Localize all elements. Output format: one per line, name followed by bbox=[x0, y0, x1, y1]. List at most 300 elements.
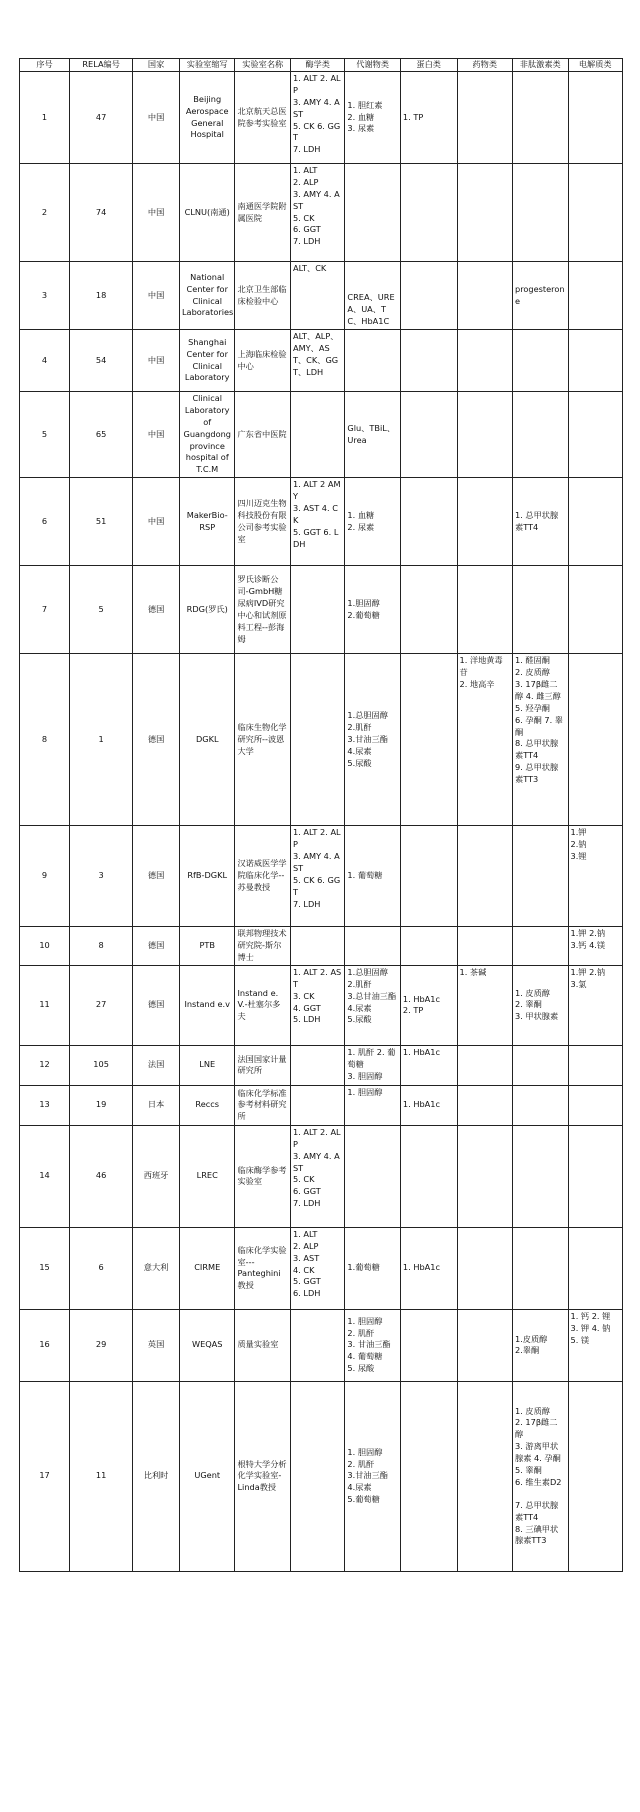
cell-line: 1. ALT 2. ALP bbox=[292, 73, 341, 95]
lab-abbr-cell: LNE bbox=[179, 1045, 235, 1085]
table-row bbox=[20, 965, 623, 1045]
metabolite-cell bbox=[345, 1125, 401, 1227]
row-number-cell: 2 bbox=[20, 164, 70, 262]
row-number-cell: 5 bbox=[20, 392, 70, 478]
metabolite-cell bbox=[345, 654, 401, 826]
cell-line: 6. 孕酮 7. 睾酮 bbox=[515, 714, 563, 737]
table-row bbox=[20, 262, 623, 330]
hormone-cell bbox=[513, 1045, 569, 1085]
drug-cell bbox=[457, 1125, 513, 1227]
country-cell: 日本 bbox=[133, 1085, 180, 1125]
lab-name-cell: 北京卫生部临床检验中心 bbox=[235, 262, 291, 330]
cell-line: 1. ALT 2. AST bbox=[292, 966, 342, 989]
electrolyte-cell bbox=[568, 262, 623, 330]
lab-abbr-cell: RDG(罗氏) bbox=[179, 566, 235, 654]
cell-line: 1. 总甲状腺素TT4 bbox=[515, 509, 559, 532]
cell-line: 3. AMY 4. AST bbox=[292, 96, 340, 119]
cell-line: 3. 尿素 bbox=[347, 123, 375, 134]
cell-line: 3.总甘油三酯 bbox=[347, 990, 397, 1001]
lab-abbr-cell: CLNU(南通) bbox=[179, 164, 235, 262]
cell-line: 5. 尿酸 bbox=[347, 1363, 375, 1374]
cell-line: 5. 睾酮 bbox=[515, 1464, 542, 1475]
row-number-cell: 4 bbox=[20, 330, 70, 392]
row-number-cell: 15 bbox=[20, 1227, 70, 1309]
enzyme-cell bbox=[290, 330, 344, 392]
lab-abbr-cell: RfB-DGKL bbox=[179, 826, 235, 927]
drug-cell bbox=[457, 72, 513, 164]
cell-line: 1. 茶碱 bbox=[459, 966, 487, 977]
cell-line: 5.尿酸 bbox=[347, 1014, 372, 1025]
header-cell: 蛋白类 bbox=[400, 59, 457, 72]
cell-line: 1.钾 2.钠 bbox=[570, 966, 606, 977]
cell-line: 5. GGT 6. LDH bbox=[292, 526, 339, 549]
country-cell: 德国 bbox=[133, 654, 180, 826]
cell-line: 5. CK bbox=[292, 1174, 315, 1185]
table-row bbox=[20, 927, 623, 966]
cell-line: 5. 羟孕酮 bbox=[515, 702, 550, 713]
cell-line: 2. ALP bbox=[292, 176, 319, 187]
cell-line: CREA、UREA、UA、TC、HbA1C bbox=[347, 292, 395, 327]
rela-id-cell: 27 bbox=[70, 965, 133, 1045]
country-cell: 德国 bbox=[133, 566, 180, 654]
protein-cell bbox=[400, 1085, 457, 1125]
cell-line: 2.钠 bbox=[570, 839, 587, 850]
cell-line: 5. LDH bbox=[292, 1014, 321, 1025]
protein-cell bbox=[400, 1309, 457, 1381]
cell-line: 2. 17β雌二醇 bbox=[515, 1417, 558, 1440]
country-cell: 中国 bbox=[133, 262, 180, 330]
cell-line: 7. LDH bbox=[292, 1198, 321, 1209]
country-cell: 德国 bbox=[133, 826, 180, 927]
rela-id-cell: 47 bbox=[70, 72, 133, 164]
cell-line: 1. HbA1c bbox=[402, 1046, 440, 1057]
enzyme-cell bbox=[290, 1045, 344, 1085]
rela-id-cell: 3 bbox=[70, 826, 133, 927]
header-cell: RELA编号 bbox=[70, 59, 133, 72]
cell-line: 3.甘油三酯 bbox=[347, 733, 388, 744]
lab-name-cell: 临床化学实验室---Panteghini教授 bbox=[235, 1227, 291, 1309]
table-row bbox=[20, 72, 623, 164]
cell-line: 1. ALT bbox=[292, 165, 318, 175]
electrolyte-cell bbox=[568, 392, 623, 478]
cell-line: 7. 总甲状腺素TT4 bbox=[515, 1499, 559, 1522]
row-number-cell: 9 bbox=[20, 826, 70, 927]
cell-line: 5. CK bbox=[292, 212, 315, 223]
cell-line: 3. 甘油三酯 bbox=[347, 1339, 391, 1350]
enzyme-cell bbox=[290, 566, 344, 654]
cell-line: 9. 总甲状腺素TT3 bbox=[515, 762, 559, 785]
cell-line: 2.肌酐 bbox=[347, 721, 372, 732]
cell-line: 4. 葡萄糖 bbox=[347, 1351, 383, 1362]
cell-line: 4. GGT bbox=[292, 1002, 321, 1013]
cell-line: 2.肌酐 bbox=[347, 978, 372, 989]
metabolite-cell bbox=[345, 330, 401, 392]
cell-line: progesterone bbox=[515, 283, 565, 306]
protein-cell bbox=[400, 927, 457, 966]
enzyme-cell bbox=[290, 164, 344, 262]
header-cell: 代谢物类 bbox=[345, 59, 401, 72]
cell-line: ALT、CK bbox=[292, 263, 327, 273]
cell-line: 2. 肌酐 bbox=[347, 1458, 375, 1469]
rela-id-cell: 1 bbox=[70, 654, 133, 826]
protein-cell bbox=[400, 1381, 457, 1571]
table-row bbox=[20, 1045, 623, 1085]
drug-cell bbox=[457, 654, 513, 826]
table-row bbox=[20, 566, 623, 654]
enzyme-cell bbox=[290, 1085, 344, 1125]
cell-line: 1. ALT bbox=[292, 1228, 318, 1239]
hormone-cell bbox=[513, 1227, 569, 1309]
cell-line: 3. 甲状腺素 bbox=[515, 1011, 559, 1022]
table-row bbox=[20, 1125, 623, 1227]
cell-line: 8. 三碘甲状腺素TT3 bbox=[515, 1523, 559, 1546]
drug-cell bbox=[457, 330, 513, 392]
electrolyte-cell bbox=[568, 566, 623, 654]
protein-cell bbox=[400, 566, 457, 654]
cell-line: 7. LDH bbox=[292, 898, 321, 909]
cell-line: 1. 血糖 bbox=[347, 509, 375, 520]
country-cell: 德国 bbox=[133, 927, 180, 966]
hormone-cell bbox=[513, 164, 569, 262]
cell-line: 3. AMY 4. AST bbox=[292, 1150, 340, 1173]
metabolite-cell bbox=[345, 392, 401, 478]
row-number-cell: 8 bbox=[20, 654, 70, 826]
electrolyte-cell bbox=[568, 826, 623, 927]
hormone-cell bbox=[513, 654, 569, 826]
cell-line: 1. ALT 2 AMY bbox=[292, 479, 341, 502]
electrolyte-cell bbox=[568, 164, 623, 262]
cell-line: 3.氯 bbox=[570, 978, 587, 989]
header-cell: 实验室名称 bbox=[235, 59, 291, 72]
protein-cell bbox=[400, 164, 457, 262]
hormone-cell bbox=[513, 1125, 569, 1227]
cell-line: 2.睾酮 bbox=[515, 1345, 540, 1356]
cell-line: 1. 胆固醇 bbox=[347, 1446, 383, 1457]
electrolyte-cell bbox=[568, 1309, 623, 1381]
lab-name-cell: 临床生物化学研究所--波恩大学 bbox=[235, 654, 291, 826]
row-number-cell: 13 bbox=[20, 1085, 70, 1125]
cell-line: 3. AMY 4. AST bbox=[292, 188, 340, 211]
electrolyte-cell bbox=[568, 478, 623, 566]
cell-line: 2.葡萄糖 bbox=[347, 609, 380, 620]
rela-id-cell: 65 bbox=[70, 392, 133, 478]
country-cell: 西班牙 bbox=[133, 1125, 180, 1227]
table-row bbox=[20, 478, 623, 566]
country-cell: 中国 bbox=[133, 330, 180, 392]
cell-line: 4.尿素 bbox=[347, 1002, 372, 1013]
cell-line: 1.皮质醇 bbox=[515, 1333, 548, 1344]
lab-name-cell: 罗氏诊断公司-GmbH糖尿病IVD研究中心和试剂原料工程--彭海姆 bbox=[235, 566, 291, 654]
lab-abbr-cell: Reccs bbox=[179, 1085, 235, 1125]
lab-name-cell: 南通医学院附属医院 bbox=[235, 164, 291, 262]
drug-cell bbox=[457, 1227, 513, 1309]
drug-cell bbox=[457, 927, 513, 966]
rela-id-cell: 11 bbox=[70, 1381, 133, 1571]
cell-line: 2. 尿素 bbox=[347, 521, 375, 532]
cell-line: 2. 睾酮 bbox=[515, 999, 542, 1010]
protein-cell bbox=[400, 1125, 457, 1227]
header-cell: 非肽激素类 bbox=[513, 59, 569, 72]
cell-line: 1. 胆红素 bbox=[347, 99, 383, 110]
table-row bbox=[20, 654, 623, 826]
country-cell: 中国 bbox=[133, 164, 180, 262]
country-cell: 中国 bbox=[133, 72, 180, 164]
header-cell: 实验室缩写 bbox=[179, 59, 235, 72]
country-cell: 英国 bbox=[133, 1309, 180, 1381]
cell-line: 1.钾 2.钠 bbox=[570, 928, 606, 939]
table-row bbox=[20, 826, 623, 927]
lab-abbr-cell: DGKL bbox=[179, 654, 235, 826]
protein-cell bbox=[400, 262, 457, 330]
enzyme-cell bbox=[290, 927, 344, 966]
hormone-cell bbox=[513, 1381, 569, 1571]
cell-line: 7. LDH bbox=[292, 144, 321, 155]
metabolite-cell bbox=[345, 72, 401, 164]
cell-line: 6. 维生素D2 bbox=[515, 1476, 562, 1487]
table-row bbox=[20, 392, 623, 478]
cell-line: 7. LDH bbox=[292, 236, 321, 247]
row-number-cell: 3 bbox=[20, 262, 70, 330]
cell-line: 4.尿素 bbox=[347, 745, 372, 756]
enzyme-cell bbox=[290, 1381, 344, 1571]
cell-line: 3. AST bbox=[292, 1252, 320, 1263]
country-cell: 意大利 bbox=[133, 1227, 180, 1309]
electrolyte-cell bbox=[568, 965, 623, 1045]
cell-line: 1.胆固醇 bbox=[347, 597, 380, 608]
electrolyte-cell bbox=[568, 927, 623, 966]
cell-line: 2. 地高辛 bbox=[459, 679, 495, 690]
metabolite-cell bbox=[345, 164, 401, 262]
row-number-cell: 6 bbox=[20, 478, 70, 566]
cell-line: 1. 洋地黄毒苷 bbox=[459, 655, 503, 678]
header-cell: 酶学类 bbox=[290, 59, 344, 72]
drug-cell bbox=[457, 478, 513, 566]
cell-line: 6. GGT bbox=[292, 224, 321, 235]
lab-name-cell: 临床酶学参考实验室 bbox=[235, 1125, 291, 1227]
lab-name-cell: 汉诺威医学学院临床化学--苏曼教授 bbox=[235, 826, 291, 927]
cell-line: 5.尿酸 bbox=[347, 757, 372, 768]
cell-line: 3. AMY 4. AST bbox=[292, 851, 340, 873]
lab-abbr-cell: Clinical Laboratory of Guangdong province hospital of T.C.M bbox=[179, 392, 235, 478]
table-row bbox=[20, 330, 623, 392]
drug-cell bbox=[457, 1309, 513, 1381]
drug-cell bbox=[457, 1045, 513, 1085]
country-cell: 中国 bbox=[133, 392, 180, 478]
hormone-cell bbox=[513, 566, 569, 654]
hormone-cell bbox=[513, 392, 569, 478]
hormone-cell bbox=[513, 262, 569, 330]
row-number-cell: 1 bbox=[20, 72, 70, 164]
metabolite-cell bbox=[345, 927, 401, 966]
lab-abbr-cell: National Center for Clinical Laboratories bbox=[179, 262, 235, 330]
table-row bbox=[20, 1227, 623, 1309]
row-number-cell: 14 bbox=[20, 1125, 70, 1227]
lab-abbr-cell: Beijing Aerospace General Hospital bbox=[179, 72, 235, 164]
rela-id-cell: 19 bbox=[70, 1085, 133, 1125]
protein-cell bbox=[400, 72, 457, 164]
rela-id-cell: 6 bbox=[70, 1227, 133, 1309]
lab-abbr-cell: Instand e.v bbox=[179, 965, 235, 1045]
cell-line: 3.甘油三酯 bbox=[347, 1470, 388, 1481]
rela-id-cell: 51 bbox=[70, 478, 133, 566]
lab-name-cell: 临床化学标准参考材料研究所 bbox=[235, 1085, 291, 1125]
lab-name-cell: 质量实验室 bbox=[235, 1309, 291, 1381]
header-cell: 国家 bbox=[133, 59, 180, 72]
cell-line: 3. AST 4. CK bbox=[292, 503, 338, 525]
lab-abbr-cell: Shanghai Center for Clinical Laboratory bbox=[179, 330, 235, 392]
cell-line bbox=[515, 1489, 566, 1500]
cell-line: 1. HbA1c bbox=[402, 1099, 440, 1110]
header-row bbox=[20, 59, 623, 72]
hormone-cell bbox=[513, 72, 569, 164]
rela-id-cell: 54 bbox=[70, 330, 133, 392]
electrolyte-cell bbox=[568, 1227, 623, 1309]
metabolite-cell bbox=[345, 1227, 401, 1309]
drug-cell bbox=[457, 965, 513, 1045]
drug-cell bbox=[457, 392, 513, 478]
lab-name-cell: Instand e. V.-杜塞尔多夫 bbox=[235, 965, 291, 1045]
rela-id-cell: 74 bbox=[70, 164, 133, 262]
cell-line: 3. 钾 4. 钠 bbox=[570, 1322, 611, 1333]
country-cell: 法国 bbox=[133, 1045, 180, 1085]
cell-line: 1. TP bbox=[402, 111, 424, 122]
cell-line: 1. 胆固醇 bbox=[347, 1315, 383, 1326]
cell-line: 3. 胆固醇 bbox=[347, 1070, 383, 1081]
drug-cell bbox=[457, 262, 513, 330]
enzyme-cell bbox=[290, 262, 344, 330]
cell-line: 1.葡萄糖 bbox=[347, 1262, 380, 1273]
row-number-cell: 7 bbox=[20, 566, 70, 654]
electrolyte-cell bbox=[568, 1085, 623, 1125]
enzyme-cell bbox=[290, 72, 344, 164]
protein-cell bbox=[400, 826, 457, 927]
rela-id-cell: 8 bbox=[70, 927, 133, 966]
cell-line: 1.总胆固醇 bbox=[347, 710, 388, 720]
cell-line: 1.钾 bbox=[570, 827, 587, 838]
lab-abbr-cell: WEQAS bbox=[179, 1309, 235, 1381]
enzyme-cell bbox=[290, 654, 344, 826]
cell-line: 3. CK bbox=[292, 990, 315, 1001]
cell-line: 1.总胆固醇 bbox=[347, 966, 388, 977]
drug-cell bbox=[457, 566, 513, 654]
hormone-cell bbox=[513, 478, 569, 566]
rela-id-cell: 46 bbox=[70, 1125, 133, 1227]
cell-line: 1. 胆固醇 bbox=[347, 1086, 383, 1097]
metabolite-cell bbox=[345, 1085, 401, 1125]
protein-cell bbox=[400, 478, 457, 566]
drug-cell bbox=[457, 1085, 513, 1125]
protein-cell bbox=[400, 1227, 457, 1309]
cell-line: 1. HbA1c bbox=[402, 1262, 440, 1273]
row-number-cell: 12 bbox=[20, 1045, 70, 1085]
cell-line: 3.锂 bbox=[570, 851, 587, 862]
cell-line: 5. CK 6. GGT bbox=[292, 120, 341, 143]
protein-cell bbox=[400, 1045, 457, 1085]
cell-line: 5. CK 6. GGT bbox=[292, 874, 341, 897]
cell-line: 8. 总甲状腺素TT4 bbox=[515, 738, 559, 761]
hormone-cell bbox=[513, 330, 569, 392]
enzyme-cell bbox=[290, 965, 344, 1045]
cell-line: ALT、ALP、AMY、AST、CK、GGT、LDH bbox=[292, 331, 339, 377]
drug-cell bbox=[457, 164, 513, 262]
cell-line: 3.钙 4.镁 bbox=[570, 940, 606, 951]
enzyme-cell bbox=[290, 1227, 344, 1309]
lab-abbr-cell: MakerBio-RSP bbox=[179, 478, 235, 566]
metabolite-cell bbox=[345, 566, 401, 654]
lab-name-cell: 北京航天总医院参考实验室 bbox=[235, 72, 291, 164]
lab-name-cell: 四川迈克生物科技股份有限公司参考实验室 bbox=[235, 478, 291, 566]
cell-line: 2. TP bbox=[402, 1005, 424, 1016]
metabolite-cell bbox=[345, 262, 401, 330]
enzyme-cell bbox=[290, 478, 344, 566]
cell-line: 1. 皮质醇 bbox=[515, 987, 550, 998]
cell-line: 1. ALT 2. ALP bbox=[292, 827, 341, 850]
cell-line: 6. LDH bbox=[292, 1288, 321, 1299]
cell-line: 1. 醛固酮 bbox=[515, 655, 550, 666]
table-row bbox=[20, 1309, 623, 1381]
rela-id-cell: 29 bbox=[70, 1309, 133, 1381]
header-cell: 电解质类 bbox=[568, 59, 623, 72]
electrolyte-cell bbox=[568, 1045, 623, 1085]
electrolyte-cell bbox=[568, 72, 623, 164]
enzyme-cell bbox=[290, 392, 344, 478]
reference-lab-table bbox=[19, 58, 623, 1572]
hormone-cell bbox=[513, 927, 569, 966]
cell-line: Glu、TBiL、Urea bbox=[347, 422, 396, 445]
row-number-cell: 11 bbox=[20, 965, 70, 1045]
cell-line: 6. GGT bbox=[292, 1186, 321, 1197]
cell-line: 1. 肌酐 2. 葡萄糖 bbox=[347, 1046, 396, 1069]
header-cell: 药物类 bbox=[457, 59, 513, 72]
protein-cell bbox=[400, 654, 457, 826]
table-row bbox=[20, 1085, 623, 1125]
header-cell: 序号 bbox=[20, 59, 70, 72]
lab-name-cell: 联邦物理技术研究院-斯尔博士 bbox=[235, 927, 291, 966]
metabolite-cell bbox=[345, 1381, 401, 1571]
cell-line: 5. GGT bbox=[292, 1276, 321, 1287]
hormone-cell bbox=[513, 826, 569, 927]
table-row bbox=[20, 1381, 623, 1571]
row-number-cell: 17 bbox=[20, 1381, 70, 1571]
lab-name-cell: 上海临床检验中心 bbox=[235, 330, 291, 392]
cell-line: 4.尿素 bbox=[347, 1482, 372, 1493]
cell-line: 5.葡萄糖 bbox=[347, 1494, 380, 1505]
cell-line: 2. 血糖 bbox=[347, 111, 375, 122]
cell-line: 2. 皮质醇 bbox=[515, 667, 550, 678]
hormone-cell bbox=[513, 1309, 569, 1381]
hormone-cell bbox=[513, 965, 569, 1045]
lab-abbr-cell: UGent bbox=[179, 1381, 235, 1571]
drug-cell bbox=[457, 1381, 513, 1571]
cell-line: 1. 葡萄糖 bbox=[347, 870, 383, 881]
enzyme-cell bbox=[290, 1125, 344, 1227]
metabolite-cell bbox=[345, 965, 401, 1045]
cell-line: 1. ALT 2. ALP bbox=[292, 1126, 341, 1149]
drug-cell bbox=[457, 826, 513, 927]
cell-line: 1. 皮质醇 bbox=[515, 1405, 550, 1416]
cell-line: 1. HbA1c bbox=[402, 993, 440, 1004]
cell-line: 2. ALP bbox=[292, 1240, 319, 1251]
cell-line: 3. 17β雌二醇 4. 雌三醇 bbox=[515, 679, 561, 701]
table-row bbox=[20, 164, 623, 262]
cell-line: 3. 游离甲状腺素 4. 孕酮 bbox=[515, 1441, 561, 1464]
country-cell: 比利时 bbox=[133, 1381, 180, 1571]
protein-cell bbox=[400, 392, 457, 478]
cell-line: 4. CK bbox=[292, 1264, 315, 1275]
rela-id-cell: 5 bbox=[70, 566, 133, 654]
cell-line: 1. 钙 2. 锂 bbox=[570, 1310, 611, 1321]
lab-abbr-cell: CIRME bbox=[179, 1227, 235, 1309]
